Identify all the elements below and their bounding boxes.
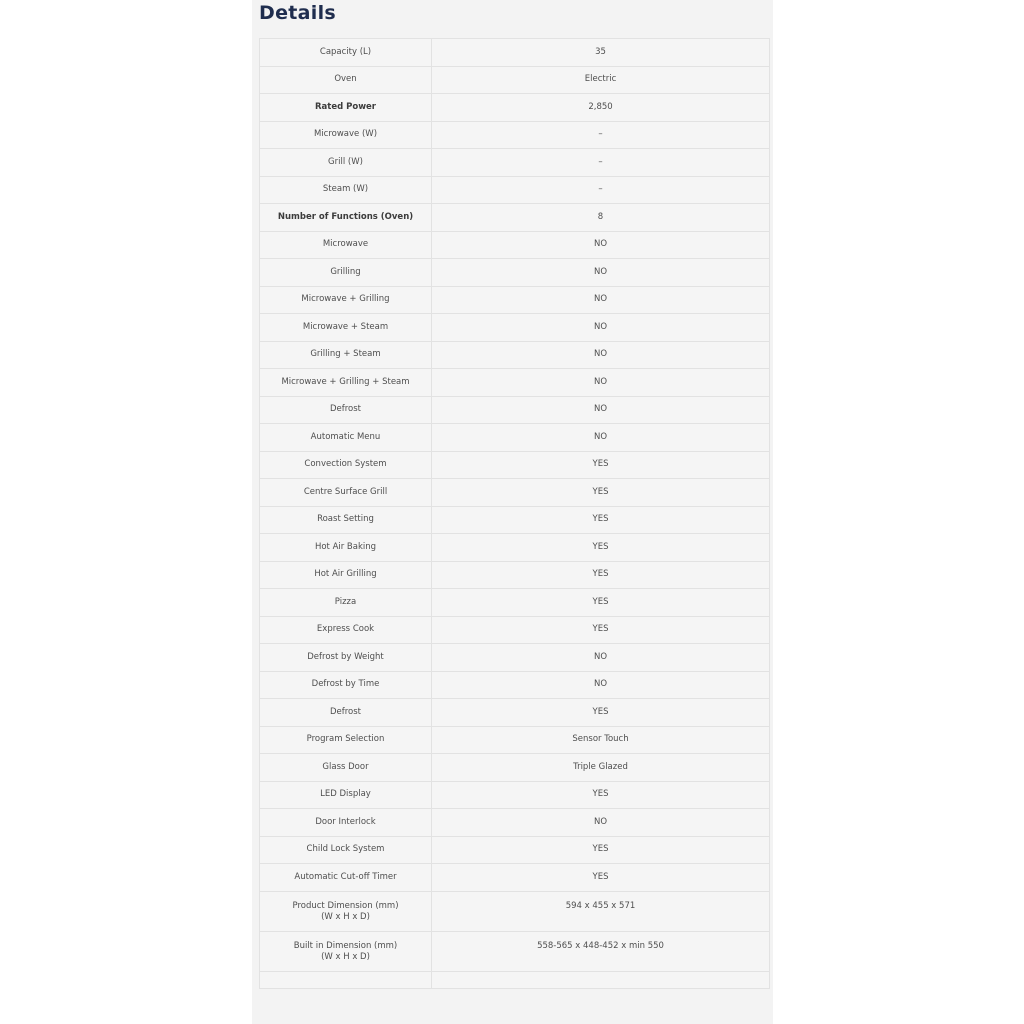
table-row: [260, 341, 770, 369]
spec-value: NO: [432, 341, 770, 369]
spec-label: Defrost by Time: [260, 671, 432, 699]
spec-label: Centre Surface Grill: [260, 479, 432, 507]
spec-label: Automatic Menu: [260, 424, 432, 452]
spec-value: NO: [432, 286, 770, 314]
spec-value: NO: [432, 424, 770, 452]
spec-value: YES: [432, 561, 770, 589]
spec-value: –: [432, 121, 770, 149]
table-row: [260, 149, 770, 177]
spec-value: YES: [432, 479, 770, 507]
spec-label: Microwave + Grilling + Steam: [260, 369, 432, 397]
spec-value: NO: [432, 314, 770, 342]
spec-label-line: (W x H x D): [321, 911, 370, 922]
table-row: [260, 836, 770, 864]
table-row: [260, 66, 770, 94]
spec-label: Oven: [260, 66, 432, 94]
spec-value: Electric: [432, 66, 770, 94]
spec-value: 594 x 455 x 571: [432, 891, 770, 931]
spec-label-line: (W x H x D): [321, 951, 370, 962]
table-row: [260, 396, 770, 424]
spec-value: YES: [432, 836, 770, 864]
spec-label: LED Display: [260, 781, 432, 809]
spec-value: NO: [432, 369, 770, 397]
table-row: [260, 479, 770, 507]
table-row: [260, 809, 770, 837]
table-row: [260, 644, 770, 672]
table-row: [260, 121, 770, 149]
table-row: [260, 286, 770, 314]
spec-label: Microwave + Steam: [260, 314, 432, 342]
spec-label: Number of Functions (Oven): [260, 204, 432, 232]
spec-value: YES: [432, 864, 770, 892]
table-row: [260, 891, 770, 931]
spec-label: Grilling + Steam: [260, 341, 432, 369]
spec-value: YES: [432, 506, 770, 534]
table-row: [260, 259, 770, 287]
table-row: [260, 699, 770, 727]
spec-label-line: Built in Dimension (mm): [293, 940, 398, 951]
spec-value: NO: [432, 259, 770, 287]
spec-label: Microwave + Grilling: [260, 286, 432, 314]
specifications-table: [259, 38, 770, 989]
spec-label: Grilling: [260, 259, 432, 287]
spec-label: Steam (W): [260, 176, 432, 204]
table-row: [260, 204, 770, 232]
spec-label: Defrost by Weight: [260, 644, 432, 672]
spec-label: Capacity (L): [260, 39, 432, 67]
table-row: [260, 39, 770, 67]
spec-value: NO: [432, 231, 770, 259]
empty-cell: [260, 971, 432, 988]
spec-value: YES: [432, 534, 770, 562]
spec-label: Hot Air Grilling: [260, 561, 432, 589]
spec-value: YES: [432, 616, 770, 644]
spec-label: Program Selection: [260, 726, 432, 754]
spec-label: Hot Air Baking: [260, 534, 432, 562]
spec-value: Triple Glazed: [432, 754, 770, 782]
specifications-table-body: [260, 39, 770, 989]
spec-value: 558-565 x 448-452 x min 550: [432, 931, 770, 971]
table-row: [260, 506, 770, 534]
table-row: [260, 589, 770, 617]
spec-label: Glass Door: [260, 754, 432, 782]
table-row: [260, 314, 770, 342]
spec-value: 35: [432, 39, 770, 67]
spec-label: Defrost: [260, 396, 432, 424]
spec-value: NO: [432, 671, 770, 699]
table-row: [260, 726, 770, 754]
spec-label: Express Cook: [260, 616, 432, 644]
spec-value: NO: [432, 809, 770, 837]
table-row: [260, 451, 770, 479]
spec-value: –: [432, 149, 770, 177]
spec-value: –: [432, 176, 770, 204]
spec-label: Microwave (W): [260, 121, 432, 149]
spec-label: Automatic Cut-off Timer: [260, 864, 432, 892]
section-title: Details: [259, 2, 336, 24]
spec-value: 8: [432, 204, 770, 232]
spec-value: YES: [432, 589, 770, 617]
table-row: [260, 671, 770, 699]
spec-label: Roast Setting: [260, 506, 432, 534]
table-row: [260, 94, 770, 122]
spec-value: NO: [432, 644, 770, 672]
table-row: [260, 369, 770, 397]
table-row: [260, 781, 770, 809]
spec-label: Pizza: [260, 589, 432, 617]
table-row: [260, 561, 770, 589]
spec-value: YES: [432, 451, 770, 479]
spec-label: Defrost: [260, 699, 432, 727]
table-row: [260, 754, 770, 782]
spec-value: YES: [432, 781, 770, 809]
spec-label: Microwave: [260, 231, 432, 259]
spec-label: Door Interlock: [260, 809, 432, 837]
spec-label: Grill (W): [260, 149, 432, 177]
spec-label: Child Lock System: [260, 836, 432, 864]
spec-value: 2,850: [432, 94, 770, 122]
table-row: [260, 534, 770, 562]
table-row: [260, 424, 770, 452]
table-row: [260, 616, 770, 644]
table-row: [260, 864, 770, 892]
spec-label: [260, 931, 432, 971]
spec-label: Convection System: [260, 451, 432, 479]
spec-label: [260, 891, 432, 931]
table-row: [260, 176, 770, 204]
spec-label-line: Product Dimension (mm): [292, 900, 399, 911]
spec-value: NO: [432, 396, 770, 424]
table-row-empty: [260, 971, 770, 988]
table-row: [260, 931, 770, 971]
empty-cell: [432, 971, 770, 988]
spec-value: Sensor Touch: [432, 726, 770, 754]
spec-label: Rated Power: [260, 94, 432, 122]
table-row: [260, 231, 770, 259]
spec-value: YES: [432, 699, 770, 727]
